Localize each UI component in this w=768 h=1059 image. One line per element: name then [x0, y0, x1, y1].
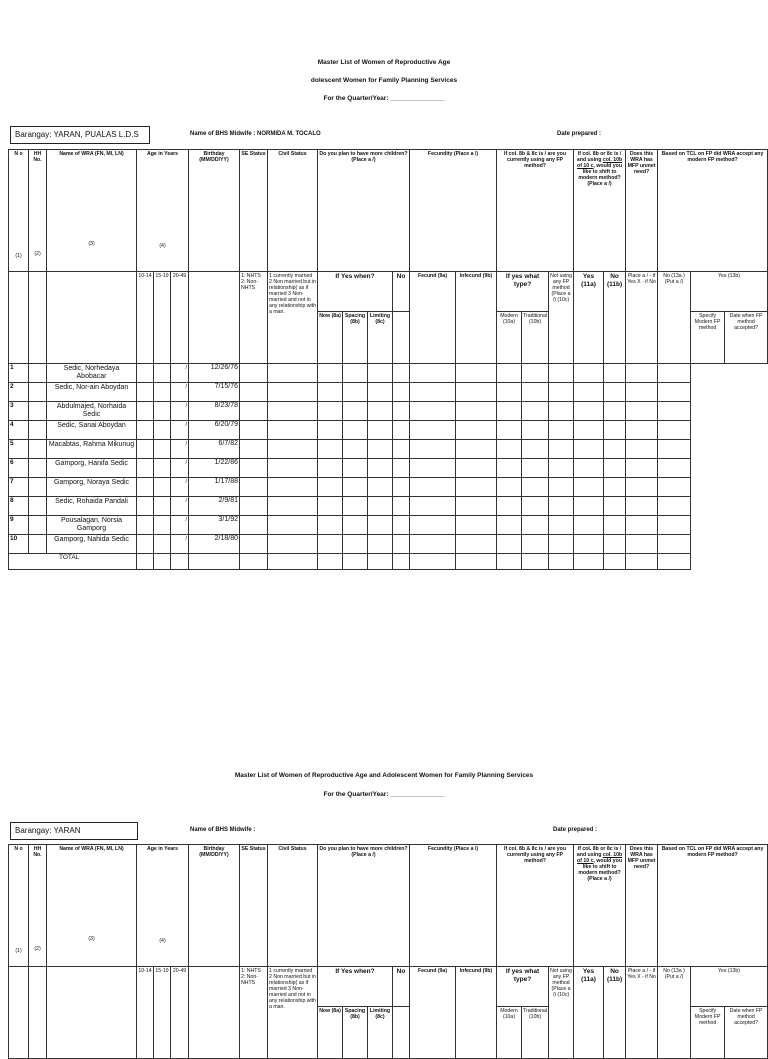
header-tcl: Based on TCL on FP did WRA accept any modern FP method? — [658, 150, 768, 272]
age-15-19: 15-19 — [154, 967, 171, 1059]
row-number: 5 — [9, 440, 29, 459]
date-fp-accepted: Date when FP method accepted? — [725, 312, 768, 364]
yes-13b: Yes (13b) — [691, 967, 768, 1007]
wra-name: Gamporg, Noraya Sedic — [47, 478, 137, 497]
limiting-8c: Limiting (8c) — [368, 312, 393, 364]
header-age: Age in Years (4) — [137, 845, 189, 967]
header-row-top — [9, 845, 768, 967]
age-mark: / — [171, 440, 189, 459]
header-row-top — [9, 150, 768, 272]
civil-values: 1 currently married 2 Non married but in relationship( as if married 3 Non-married and not in any relationship with a man. — [268, 272, 318, 364]
age-mark: / — [171, 402, 189, 421]
age-mark: / — [171, 421, 189, 440]
date-fp-accepted: Date when FP method accepted? — [725, 1007, 768, 1059]
row-number: 3 — [9, 402, 29, 421]
wra-name: Sedic, Nor-ain Aboydan — [47, 383, 137, 402]
page2-quarter-year: For the Quarter/Year: _______________ — [323, 791, 445, 798]
table-row — [9, 516, 768, 535]
limiting-8c: Limiting (8c) — [368, 1007, 393, 1059]
header-fecundity: Fecundity (Place a /) — [410, 150, 497, 272]
age-20-49: 20-49 — [171, 272, 189, 364]
page1-title-line2: dolescent Women for Family Planning Services — [310, 77, 458, 84]
header-birthday: Birthday (MM/DD/YY) — [189, 150, 240, 272]
page1-quarter-year: For the Quarter/Year: _______________ — [323, 95, 445, 102]
se-values: 1: NHTS 2: Non-NHTS — [240, 272, 268, 364]
spacing-8b: Spacing (8b) — [343, 312, 368, 364]
age-mark: / — [171, 516, 189, 535]
yes-11a: Yes (11a) — [574, 967, 604, 1059]
page1-barangay: Barangay: YARAN, PUALAS L.D.S — [15, 130, 139, 139]
now-8a: Now (8a) — [318, 312, 343, 364]
header-shift-modern: If col. 8b or 8c is / and using col. 10b of 10 c, would you like to shift to modern method? (Place a /) — [574, 150, 626, 272]
spacing-8b: Spacing (8b) — [343, 1007, 368, 1059]
no-13a: No (13a ) (Put a /) — [658, 272, 691, 364]
header-plan-children: Do you plan to have more children? (Place a /) — [318, 150, 410, 272]
infecund-9b: Infecund (9b) — [456, 967, 497, 1059]
wra-name: Pousalagan, Norsia Gamporg — [47, 516, 137, 535]
if-yes-when: If Yes when? — [318, 272, 393, 312]
table-row — [9, 383, 768, 402]
plan-no: No — [393, 967, 410, 1007]
wra-name: Sedic, Rohaida Pandali — [47, 497, 137, 516]
page2-date-prepared: Date prepared : — [553, 827, 598, 833]
civil-values: 1 currently married 2 Non married but in relationship( as if married 3 Non-married and not in any relationship with a man. — [268, 967, 318, 1059]
table-row — [9, 421, 768, 440]
wra-name: Sedic, Norhedaya Abobacar — [47, 364, 137, 383]
header-row-mid — [9, 272, 768, 312]
age-mark: / — [171, 383, 189, 402]
birthday: 6/20/79 — [189, 421, 240, 440]
page1-barangay-box — [10, 126, 150, 144]
page1-date-prepared: Date prepared : — [557, 131, 602, 137]
row-number: 7 — [9, 478, 29, 497]
age-mark: / — [171, 459, 189, 478]
page1-masterlist-table — [8, 149, 768, 570]
header-no: N o (1) — [9, 845, 29, 967]
page2-midwife: Name of BHS Midwife : — [190, 827, 256, 833]
header-row-mid — [9, 967, 768, 1007]
wra-name: Gamporg, Nahida Sedic — [47, 535, 137, 554]
plan-no: No — [393, 272, 410, 312]
table-row — [9, 440, 768, 459]
row-number: 2 — [9, 383, 29, 402]
fecund-9a: Fecund (9a) — [410, 967, 456, 1059]
header-name: Name of WRA (FN, MI, LN) (3) — [47, 845, 137, 967]
age-20-49: 20-49 — [171, 967, 189, 1059]
wra-name: Macabtas, Rahma Mikunug — [47, 440, 137, 459]
birthday: 2/18/80 — [189, 535, 240, 554]
table-row — [9, 535, 768, 554]
row-number: 4 — [9, 421, 29, 440]
age-mark: / — [171, 535, 189, 554]
age-mark: / — [171, 364, 189, 383]
unmet-place: Place a / - if Yes X - if No — [626, 967, 658, 1059]
header-birthday: Birthday (MM/DD/YY) — [189, 845, 240, 967]
page2-title: Master List of Women of Reproductive Age and Adolescent Women for Family Planning Services — [234, 772, 534, 779]
header-no: N o (1) — [9, 150, 29, 272]
not-using-10c: Not using any FP method (Place a /) (10c) — [549, 272, 574, 364]
specify-modern: Specify Modern FP method — [691, 312, 725, 364]
birthday: 12/26/76 — [189, 364, 240, 383]
header-se-status: SE Status — [240, 150, 268, 272]
row-number: 8 — [9, 497, 29, 516]
table-row — [9, 497, 768, 516]
total-row — [9, 554, 768, 570]
if-yes-when: If Yes when? — [318, 967, 393, 1007]
birthday: 3/1/92 — [189, 516, 240, 535]
header-se-status: SE Status — [240, 845, 268, 967]
table-row — [9, 459, 768, 478]
wra-name: Sedic, Sanai Aboydan — [47, 421, 137, 440]
yes-11a: Yes (11a) — [574, 272, 604, 364]
modern-10a: Modern (10a) — [497, 1007, 522, 1059]
header-hh: HH No. (2) — [29, 845, 47, 967]
birthday: 2/9/81 — [189, 497, 240, 516]
header-plan-children: Do you plan to have more children? (Place a /) — [318, 845, 410, 967]
header-unmet-need: Does this WRA has MFP unmet need? — [626, 845, 658, 967]
row-number: 10 — [9, 535, 29, 554]
row-number: 9 — [9, 516, 29, 535]
modern-10a: Modern (10a) — [497, 312, 522, 364]
table-row — [9, 478, 768, 497]
header-unmet-need: Does this WRA has MFP unmet need? — [626, 150, 658, 272]
if-yes-type: If yes what type? — [497, 272, 549, 312]
fecund-9a: Fecund (9a) — [410, 272, 456, 364]
header-civil-status: Civil Status — [268, 845, 318, 967]
traditional-10b: Traditional (10b) — [522, 312, 549, 364]
no-11b: No (11b) — [604, 967, 626, 1059]
no-11b: No (11b) — [604, 272, 626, 364]
age-10-14: 10-14 — [137, 272, 154, 364]
age-mark: / — [171, 478, 189, 497]
header-using-fp: If col. 8b & 8c is / are you currently using any FP method? — [497, 845, 574, 967]
age-15-19: 15-19 — [154, 272, 171, 364]
traditional-10b: Traditional (10b) — [522, 1007, 549, 1059]
birthday: 1/17/88 — [189, 478, 240, 497]
se-values: 1: NHTS 2: Non-NHTS — [240, 967, 268, 1059]
birthday: 8/23/78 — [189, 402, 240, 421]
header-fecundity: Fecundity (Place a /) — [410, 845, 497, 967]
row-number: 6 — [9, 459, 29, 478]
row-number: 1 — [9, 364, 29, 383]
page2-masterlist-table — [8, 844, 768, 1059]
page2-barangay-box — [10, 822, 138, 840]
table-row — [9, 402, 768, 421]
yes-13b: Yes (13b) — [691, 272, 768, 312]
header-shift-modern: If col. 8b or 8c is / and using col. 10b of 10 c, would you like to shift to modern method? (Place a /) — [574, 845, 626, 967]
page1-title-line1: Master List of Women of Reproductive Age — [317, 59, 451, 66]
no-13a: No (13a ) (Put a /) — [658, 967, 691, 1059]
header-name: Name of WRA (FN, MI, LN) (3) — [47, 150, 137, 272]
now-8a: Now (8a) — [318, 1007, 343, 1059]
unmet-place: Place a / - if Yes X - if No — [626, 272, 658, 364]
birthday: 6/7/82 — [189, 440, 240, 459]
header-civil-status: Civil Status — [268, 150, 318, 272]
birthday: 1/22/86 — [189, 459, 240, 478]
header-age: Age in Years (4) — [137, 150, 189, 272]
total-label: TOTAL — [9, 554, 137, 570]
birthday: 7/15/76 — [189, 383, 240, 402]
if-yes-type: If yes what type? — [497, 967, 549, 1007]
age-10-14: 10-14 — [137, 967, 154, 1059]
wra-name: Gamporg, Hanifa Sedic — [47, 459, 137, 478]
infecund-9b: Infecund (9b) — [456, 272, 497, 364]
page1-midwife: Name of BHS Midwife : NORMIDA M. TOCALO — [190, 131, 321, 137]
wra-name: Abdulmajed, Norhaida Sedic — [47, 402, 137, 421]
header-hh: HH No. (2) — [29, 150, 47, 272]
age-mark: / — [171, 497, 189, 516]
page2-barangay: Barangay: YARAN — [15, 826, 81, 835]
table-row — [9, 364, 768, 383]
specify-modern: Specify Modern FP method — [691, 1007, 725, 1059]
header-tcl: Based on TCL on FP did WRA accept any modern FP method? — [658, 845, 768, 967]
header-using-fp: If col. 8b & 8c is / are you currently using any FP method? — [497, 150, 574, 272]
not-using-10c: Not using any FP method (Place a /) (10c) — [549, 967, 574, 1059]
